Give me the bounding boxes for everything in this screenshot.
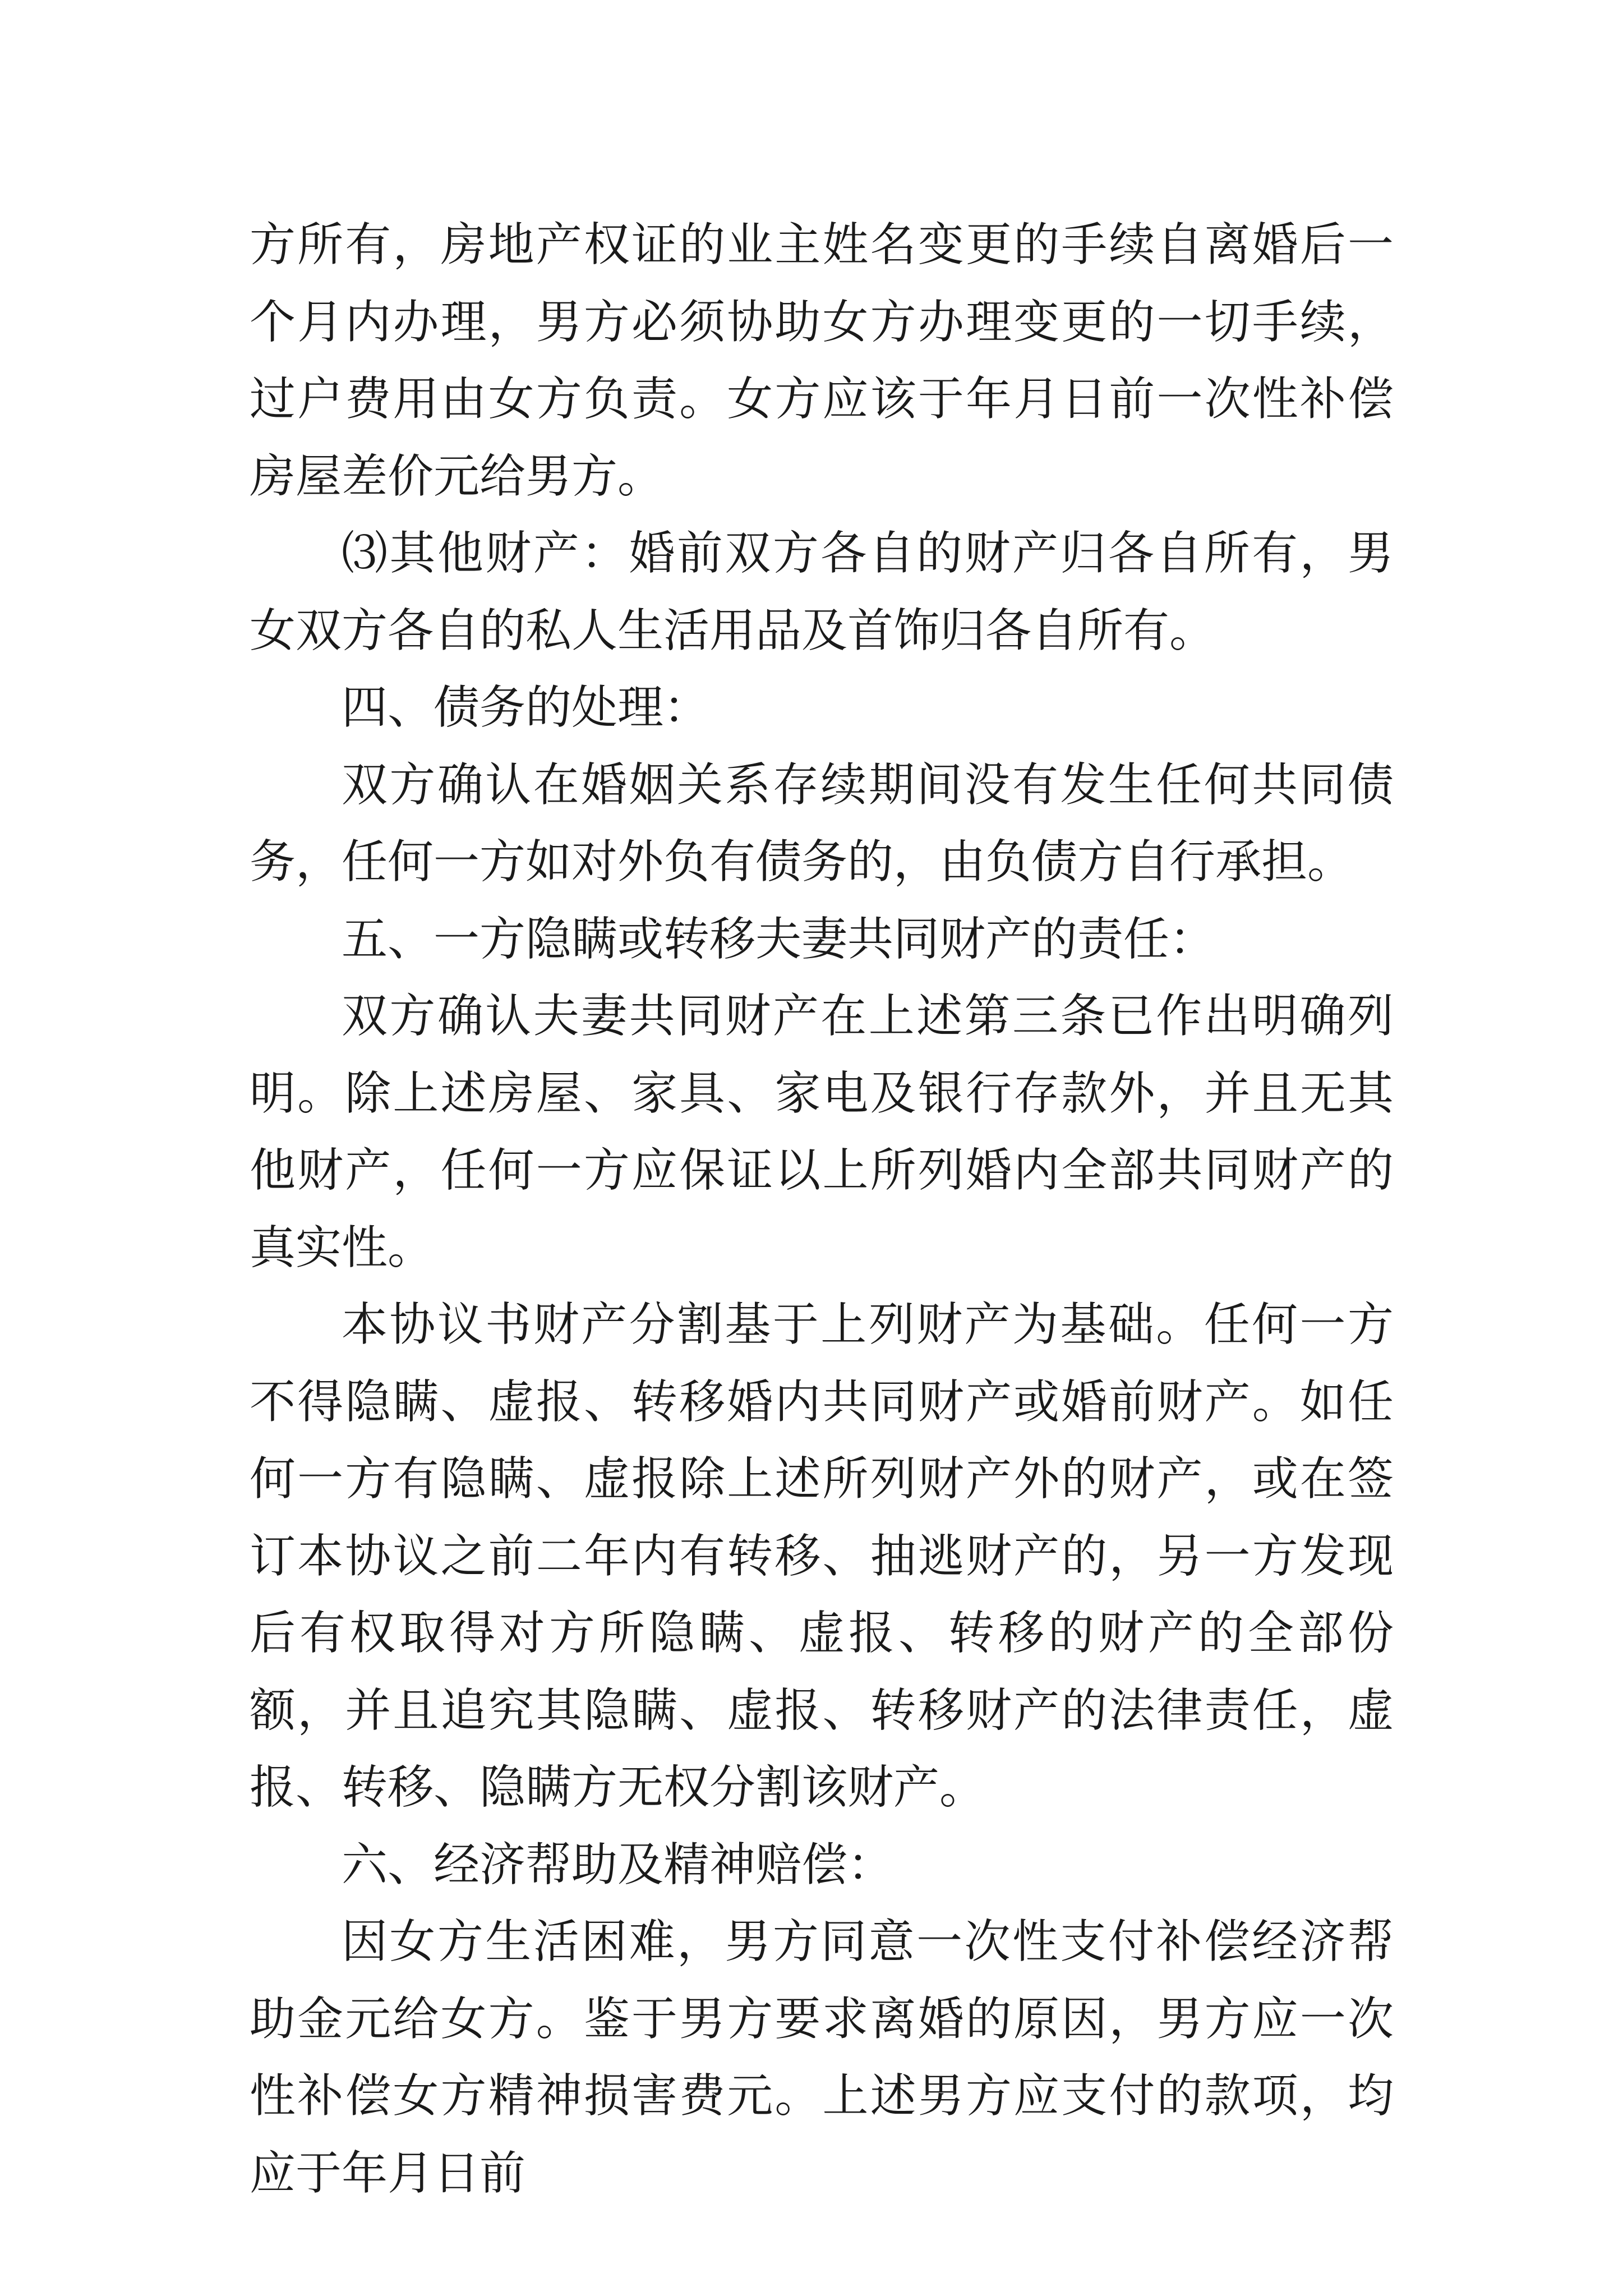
paragraph-economic-assistance: 因女方生活困难，男方同意一次性支付补偿经济帮助金元给女方。鉴于男方要求离婚的原因，男方应一次性补偿女方精神损害费元。上述男方应支付的款项，均应于年月日前 [250,1915,1394,2200]
paragraph-debt-confirmation: 双方确认在婚姻关系存续期间没有发生任何共同债务，任何一方如对外负有债务的，由负债方自行承担。 [250,758,1394,889]
heading-concealment-liability: 五、一方隐瞒或转移夫妻共同财产的责任： [342,912,1216,966]
paragraph-property-transfer: 方所有，房地产权证的业主姓名变更的手续自离婚后一个月内办理，男方必须协助女方办理变更的一切手续，过户费用由女方负责。女方应该于年月日前一次性补偿房屋差价元给男方。 [250,218,1394,503]
heading-economic-assistance: 六、经济帮助及精神赔偿： [342,1838,894,1892]
heading-debt-handling: 四、债务的处理： [342,681,710,734]
paragraph-other-property: ⑶其他财产：婚前双方各自的财产归各自所有，男女双方各自的私人生活用品及首饰归各自所有。 [250,527,1394,657]
paragraph-joint-property-confirmation: 双方确认夫妻共同财产在上述第三条已作出明确列明。除上述房屋、家具、家电及银行存款外，并且无其他财产，任何一方应保证以上所列婚内全部共同财产的真实性。 [250,990,1394,1274]
paragraph-concealment-terms: 本协议书财产分割基于上列财产为基础。任何一方不得隐瞒、虚报、转移婚内共同财产或婚前财产。如任何一方有隐瞒、虚报除上述所列财产外的财产，或在签订本协议之前二年内有转移、抽逃财产的，另一方发现后有权取得对方所隐瞒、虚报、转移的财产的全部份额，并且追究其隐瞒、虚报、转移财产的法律责任，虚报、转移、隐瞒方无权分割该财产。 [250,1298,1394,1814]
document-body [250,206,1394,2212]
